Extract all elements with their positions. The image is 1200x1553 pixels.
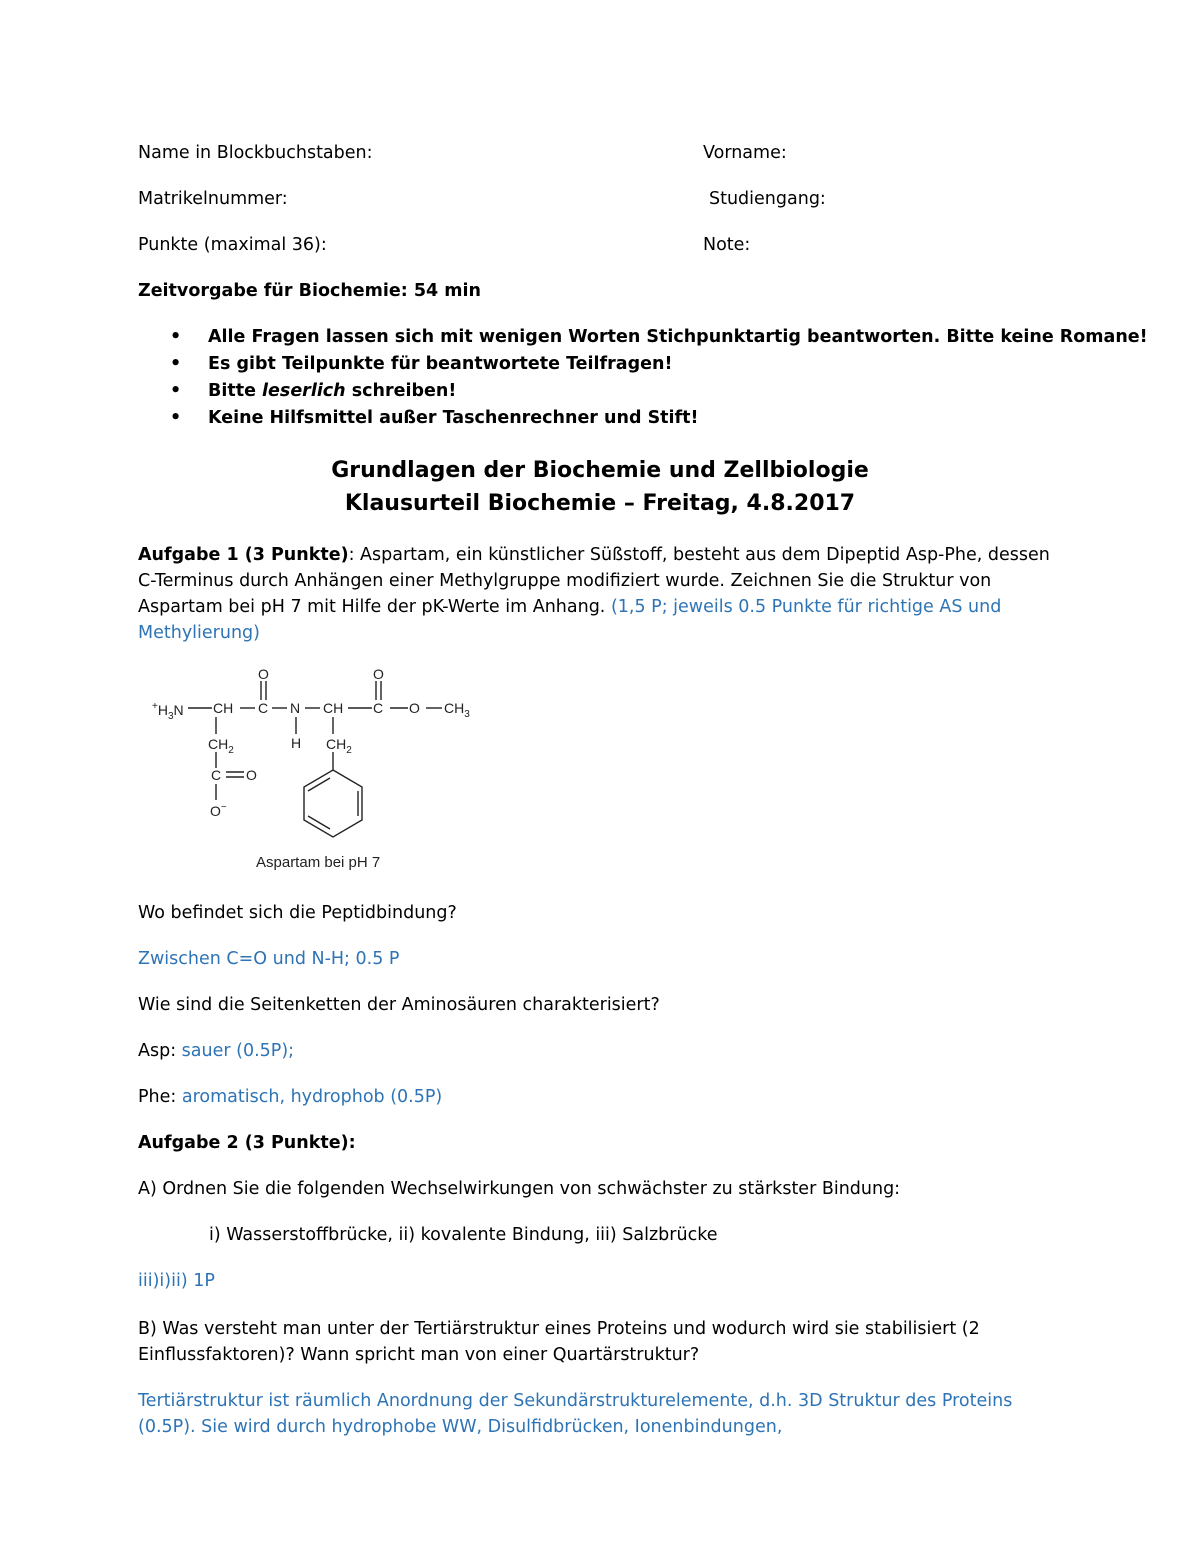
rule-item: • Es gibt Teilpunkte für beantwortete Teilfragen! bbox=[170, 351, 1148, 378]
rule-item: • Alle Fragen lassen sich mit wenigen Worten Stichpunktartig beantworten. Bitte keine Romane! bbox=[170, 324, 1148, 351]
svg-text:C: C bbox=[211, 767, 222, 783]
answer-peptidbindung: Zwischen C=O und N-H; 0.5 P bbox=[138, 949, 400, 969]
matrikel-label: Matrikelnummer: bbox=[138, 189, 288, 209]
svg-text:CH: CH bbox=[213, 700, 234, 716]
name-label: Name in Blockbuchstaben: bbox=[138, 143, 373, 163]
aufgabe1-text: Aufgabe 1 (3 Punkte): Aspartam, ein künstlicher Süßstoff, besteht aus dem Dipeptid Asp-Phe, dessen C-Terminus durch Anhängen einer Methylgruppe modifiziert wurde. Zeichnen Sie die Struktur von Aspartam bei pH 7 mit Hilfe der pK-Werte im Anhang. (1,5 P; jeweils 0.5 Punkte für richtige AS und Methylierung) bbox=[138, 545, 1050, 643]
rules-list bbox=[170, 324, 1148, 432]
punkte-label: Punkte (maximal 36): bbox=[138, 235, 327, 255]
svg-text:CH2: $CH_2$ bbox=[208, 736, 234, 756]
svg-text:O: O bbox=[373, 666, 384, 682]
aufgabe2-b-answer: Tertiärstruktur ist räumlich Anordnung der Sekundärstrukturelemente, d.h. 3D Struktur des Proteins (0.5P). Sie wird durch hydrophobe WW, Disulfidbrücken, Ionenbindungen, bbox=[138, 1391, 1013, 1437]
svg-text:O: O bbox=[258, 666, 269, 682]
aufgabe2-b-question: B) Was versteht man unter der Tertiärstruktur eines Proteins und wodurch wird sie stabilisiert (2 Einflussfaktoren)? Wann spricht man von einer Quartärstruktur? bbox=[138, 1319, 980, 1365]
svg-text:C: C bbox=[258, 700, 269, 716]
figure-caption: Aspartam bei pH 7 bbox=[256, 854, 381, 871]
svg-text:CH2: $CH_2$ bbox=[326, 736, 352, 756]
answer-asp: Asp: sauer (0.5P); bbox=[138, 1041, 295, 1061]
svg-text:CH3: $CH_3$ bbox=[444, 700, 470, 720]
aufgabe2-a-items: i) Wasserstoffbrücke, ii) kovalente Bindung, iii) Salzbrücke bbox=[209, 1225, 718, 1245]
aufgabe2-a-answer: iii)i)ii) 1P bbox=[138, 1271, 215, 1291]
rule-item: • Bitte leserlich schreiben! bbox=[170, 378, 1148, 405]
svg-text:O: O bbox=[409, 700, 420, 716]
svg-text:CH: CH bbox=[323, 700, 344, 716]
aspartam-structure-diagram bbox=[140, 660, 490, 880]
question-seitenketten: Wie sind die Seitenketten der Aminosäuren charakterisiert? bbox=[138, 995, 660, 1015]
answer-phe: Phe: aromatisch, hydrophob (0.5P) bbox=[138, 1087, 443, 1107]
aufgabe2-a-question: A) Ordnen Sie die folgenden Wechselwirkungen von schwächster zu stärkster Bindung: bbox=[138, 1179, 901, 1199]
zeitvorgabe: Zeitvorgabe für Biochemie: 54 min bbox=[138, 281, 481, 301]
svg-text:O: O bbox=[246, 767, 257, 783]
aufgabe2-heading: Aufgabe 2 (3 Punkte): bbox=[138, 1133, 356, 1153]
question-peptidbindung: Wo befindet sich die Peptidbindung? bbox=[138, 903, 457, 923]
rule-item: • Keine Hilfsmittel außer Taschenrechner und Stift! bbox=[170, 405, 1148, 432]
svg-text:N: N bbox=[290, 700, 301, 716]
exam-subtitle: Klausurteil Biochemie – Freitag, 4.8.2017 bbox=[344, 491, 856, 516]
studiengang-label: Studiengang: bbox=[709, 189, 826, 209]
note-label: Note: bbox=[703, 235, 751, 255]
svg-text:H: H bbox=[291, 735, 302, 751]
exam-title: Grundlagen der Biochemie und Zellbiologie bbox=[331, 458, 869, 483]
vorname-label: Vorname: bbox=[703, 143, 787, 163]
svg-text:C: C bbox=[373, 700, 384, 716]
svg-text:+H3N: $^+H_3N$ bbox=[152, 701, 184, 722]
svg-text:O−: O− bbox=[210, 802, 227, 819]
